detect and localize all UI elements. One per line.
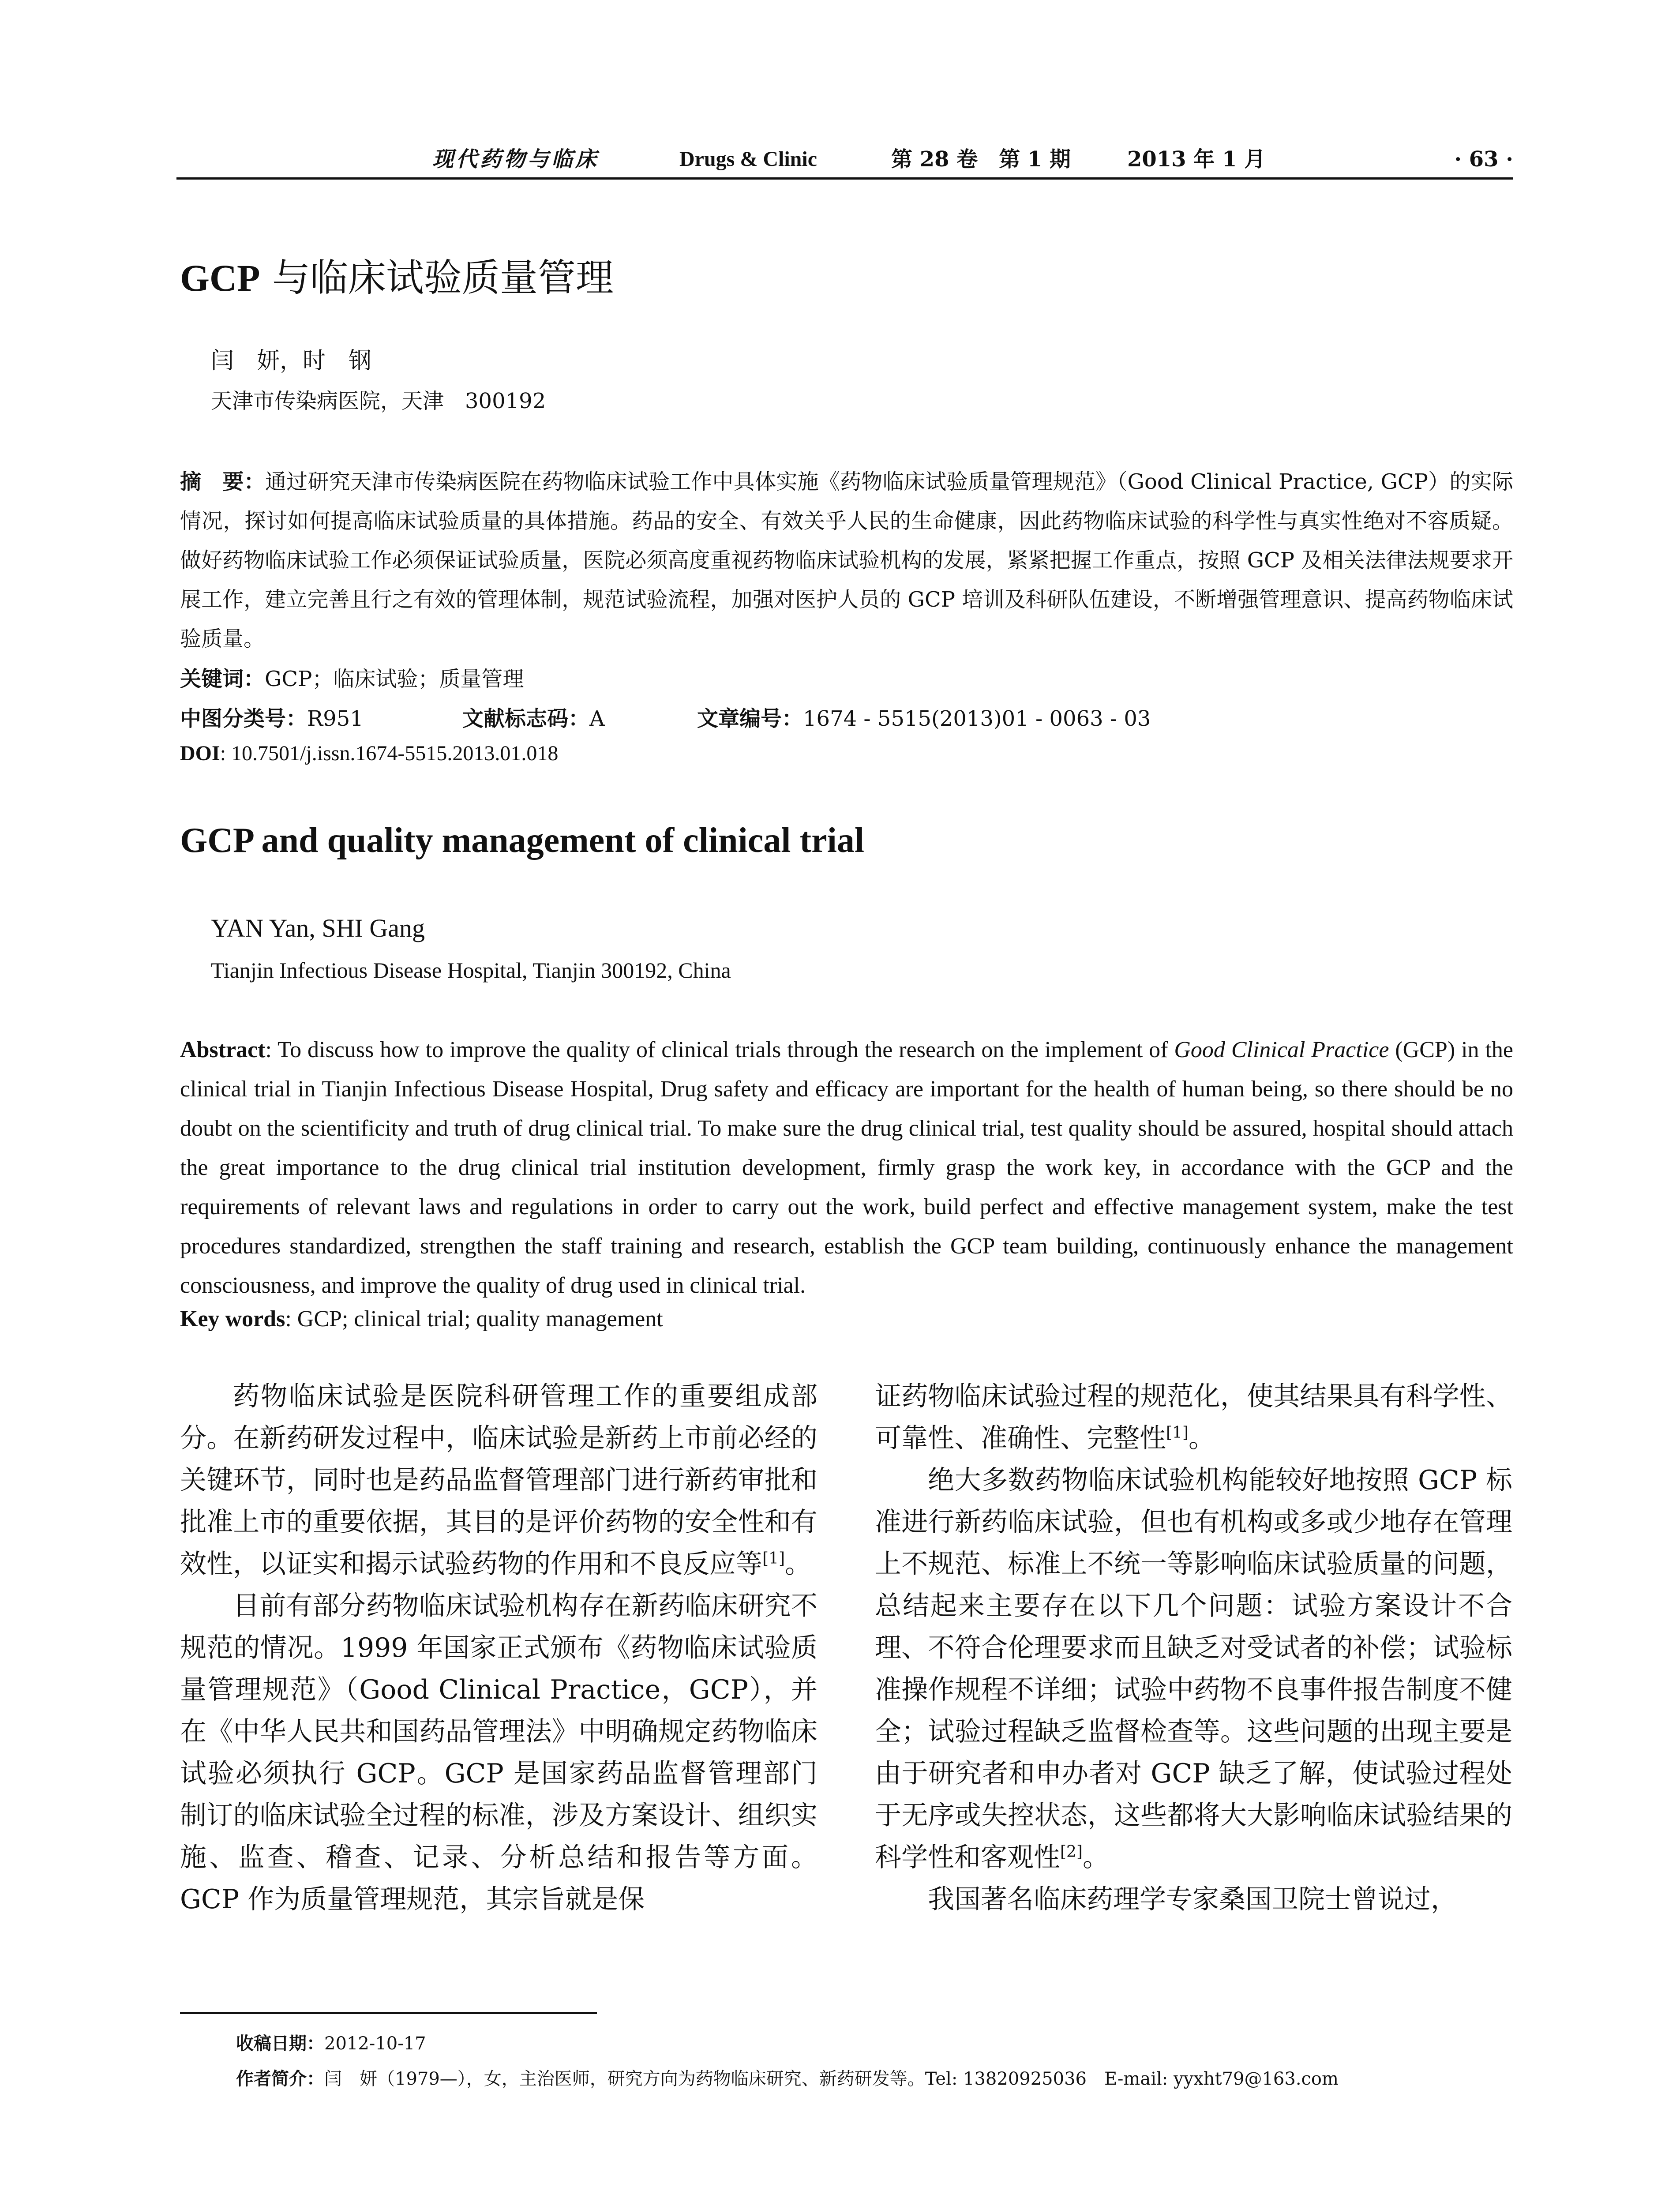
keywords-cn-text: GCP；临床试验；质量管理 — [265, 667, 524, 691]
abstract-en-label: Abstract — [180, 1037, 266, 1062]
citation-ref: [2] — [1060, 1843, 1083, 1861]
body-paragraph — [180, 1376, 818, 1585]
volume-issue: 第 28 卷 第 1 期 — [891, 147, 1071, 172]
author-bio-label: 作者简介： — [236, 2068, 324, 2089]
abstract-en-text-2: (GCP) in the clinical trial in Tianjin Infectious Disease Hospital, Drug safety and efficacy are important for the health of human being, so there should be no doubt on the scientificity and truth of drug clinical trial. To make sure the drug clinical trial, test quality should be assured, hospital should attach the great importance to the drug clinical trial institution development, firmly grasp the work key, in accordance with the GCP and the requirements of relevant laws and regulations in order to carry out the work, build perfect and effective management system, make the test procedures standardized, strengthen the staff training and research, establish the GCP team building, continuously enhance the management consciousness, and improve the quality of drug used in clinical trial. — [180, 1037, 1513, 1298]
keywords-en-label: Key words — [180, 1306, 285, 1332]
title-cn-rest: 与临床试验质量管理 — [260, 256, 614, 300]
body-paragraph — [875, 1459, 1512, 1879]
article-title-cn — [180, 247, 614, 302]
authors-cn: 闫 妍，时 钢 — [211, 348, 372, 374]
abstract-en-italic: Good Clinical Practice — [1174, 1037, 1389, 1062]
affiliation-en: Tianjin Infectious Disease Hospital, Tianjin 300192, China — [211, 958, 731, 983]
body-text: 绝大多数药物临床试验机构能较好地按照 GCP 标准进行新药临床试验，但也有机构或多或少地存在管理上不规范、标准上不统一等影响临床试验质量的问题，总结起来主要存在以下几个问题：试验方案设计不合理、不符合伦理要求而且缺乏对受试者的补偿；试验标准操作规程不详细；试验中药物不良事件报告制度不健全；试验过程缺乏监督检查等。这些问题的出现主要是由于研究者和申办者对 GCP 缺乏了解，使试验过程处于无序或失控状态，这些都将大大影响临床试验结果的科学性和客观性 — [875, 1465, 1512, 1873]
citation-ref: [1] — [762, 1549, 785, 1568]
page-number: · 63 · — [1454, 147, 1513, 172]
keywords-en — [180, 1306, 663, 1332]
abstract-cn-text: 通过研究天津市传染病医院在药物临床试验工作中具体实施《药物临床试验质量管理规范》（Good Clinical Practice, GCP）的实际情况，探讨如何提高临床试验质量的具体措施。药品的安全、有效关乎人民的生命健康，因此药物临床试验的科学性与真实性绝对不容质疑。做好药物临床试验工作必须保证试验质量，医院必须高度重视药物临床试验机构的发展，紧紧把握工作重点，按照 GCP 及相关法律法规要求开展工作，建立完善且行之有效的管理体制，规范试验流程，加强对医护人员的 GCP 培训及科研队伍建设，不断增强管理意识、提高药物临床试验质量。 — [180, 469, 1513, 651]
abstract-en-text-1: : To discuss how to improve the quality of clinical trials through the research on the implement of — [265, 1037, 1174, 1062]
clc-value: R951 — [307, 706, 364, 731]
doi-value: : 10.7501/j.issn.1674-5515.2013.01.018 — [220, 742, 559, 765]
footnote-rule — [180, 2012, 597, 2014]
citation-ref: [1] — [1166, 1424, 1189, 1442]
body-text: 证药物临床试验过程的规范化，使其结果具有科学性、可靠性、准确性、完整性 — [875, 1381, 1512, 1454]
body-column-left — [180, 1376, 818, 1921]
article-id — [697, 702, 1151, 732]
body-paragraph: 目前有部分药物临床试验机构存在新药临床研究不规范的情况。1999 年国家正式颁布《药物临床试验质量管理规范》（Good Clinical Practice，GCP），并在《中华人民共和国药品管理法》中明确规定药物临床试验必须执行 GCP。GCP 是国家药品监督管理部门制订的临床试验全过程的标准，涉及方案设计、组织实施、监查、稽查、记录、分析总结和报告等方面。GCP 作为质量管理规范，其宗旨就是保 — [180, 1591, 818, 1915]
keywords-en-text: : GCP; clinical trial; quality management — [285, 1306, 663, 1332]
abstract-en — [180, 1030, 1513, 1305]
article-id-value: 1674 - 5515(2013)01 - 0063 - 03 — [803, 706, 1151, 731]
doi-label: DOI — [180, 742, 220, 765]
body-text-end: 。 — [1083, 1842, 1109, 1873]
header-rule — [176, 177, 1513, 180]
body-paragraph: 我国著名临床药理学专家桑国卫院士曾说过， — [928, 1884, 1457, 1915]
journal-name-cn: 现代药物与临床 — [432, 147, 600, 172]
classification-line — [180, 702, 1504, 731]
issue-date: 2013 年 1 月 — [1127, 147, 1266, 172]
keywords-cn-label: 关键词： — [180, 667, 265, 691]
body-text-end: 。 — [1189, 1423, 1215, 1454]
document-code — [462, 702, 605, 732]
clc-label: 中图分类号： — [180, 706, 308, 731]
authors-en: YAN Yan, SHI Gang — [211, 914, 425, 942]
footnote-author — [236, 2065, 1339, 2090]
body-text-end: 。 — [785, 1549, 811, 1579]
doi — [180, 741, 558, 765]
article-id-label: 文章编号： — [697, 706, 803, 731]
body-paragraph — [875, 1376, 1512, 1459]
journal-name-en: Drugs & Clinic — [679, 147, 817, 171]
abstract-cn-label: 摘 要： — [180, 469, 266, 494]
doc-code-value: A — [589, 706, 605, 731]
abstract-cn — [180, 462, 1513, 659]
clc-number — [180, 702, 364, 732]
footnote-received — [236, 2030, 426, 2055]
affiliation-cn: 天津市传染病医院，天津 300192 — [211, 389, 546, 413]
body-column-right — [875, 1376, 1512, 1921]
keywords-cn — [180, 662, 524, 692]
body-text: 药物临床试验是医院科研管理工作的重要组成部分。在新药研发过程中，临床试验是新药上市前必经的关键环节，同时也是药品监督管理部门进行新药审批和批准上市的重要依据，其目的是评价药物的安全性和有效性，以证实和揭示试验药物的作用和不良反应等 — [180, 1381, 818, 1579]
author-bio-value: 闫 妍（1979—），女，主治医师，研究方向为药物临床研究、新药研发等。Tel: 13820925036 E-mail: yyxht79@163.com — [324, 2069, 1339, 2089]
received-label: 收稿日期： — [236, 2033, 324, 2054]
article-title-en: GCP and quality management of clinical trial — [180, 821, 865, 860]
received-value: 2012-10-17 — [324, 2033, 426, 2054]
doc-code-label: 文献标志码： — [462, 706, 590, 731]
running-header — [176, 142, 1513, 176]
title-cn-gcp: GCP — [180, 257, 260, 299]
